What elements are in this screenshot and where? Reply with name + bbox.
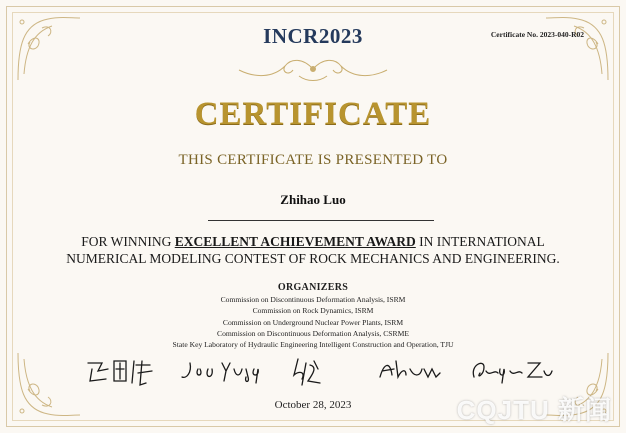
organizer-item: State Key Laboratory of Hydraulic Engineering Intelligent Construction and Operation, TJU (172, 340, 454, 350)
award-name: EXCELLENT ACHIEVEMENT AWARD (174, 234, 416, 249)
organizer-item: Commission on Underground Nuclear Power Plants, ISRM (222, 317, 404, 327)
name-underline (208, 220, 434, 221)
news-watermark: CQJTU 新闻 (456, 395, 612, 425)
award-statement (40, 233, 586, 267)
organizer-item: Commission on Rock Dynamics, ISRM (252, 306, 374, 316)
award-date: October 28, 2023 (274, 399, 352, 411)
organizers-heading: ORGANIZERS (277, 282, 349, 293)
award-suffix: IN INTERNATIONAL NUMERICAL MODELING CONTEST OF ROCK MECHANICS AND ENGINEERING. (66, 234, 560, 266)
organizers-list (100, 294, 526, 350)
certificate-title: CERTIFICATE (194, 96, 432, 132)
conference-name: INCR2023 (263, 24, 363, 48)
recipient-name: Zhihao Luo (280, 192, 346, 207)
signature-3 (294, 359, 320, 385)
presented-to-line: THIS CERTIFICATE IS PRESENTED TO (178, 152, 448, 168)
signature-5 (473, 363, 552, 383)
signature-4 (380, 361, 440, 377)
certificate-number: Certificate No. 2023-040-R02 (490, 30, 584, 39)
title-flourish (233, 54, 393, 84)
signature-1 (88, 361, 152, 385)
award-prefix: FOR WINNING (81, 234, 175, 249)
signature-2 (182, 363, 258, 383)
organizer-item: Commission on Discontinuous Deformation Analysis, CSRME (217, 328, 409, 338)
signatures-row (80, 355, 560, 389)
organizer-item: Commission on Discontinuous Deformation Analysis, ISRM (220, 295, 406, 304)
